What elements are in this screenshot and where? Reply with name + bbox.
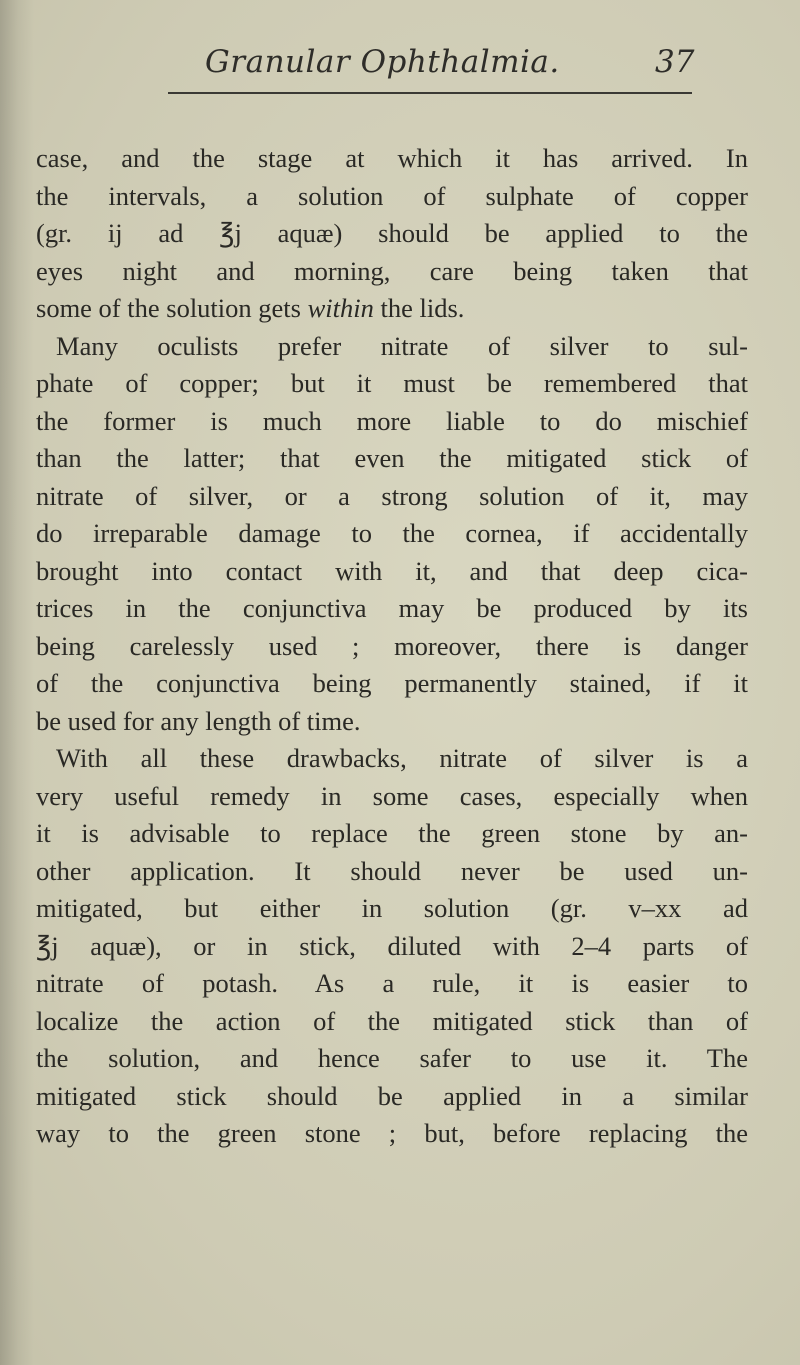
body-text bbox=[36, 140, 748, 1153]
text-line: brought into contact with it, and that deep cica- bbox=[36, 555, 748, 586]
text-line: case, and the stage at which it has arrived. In bbox=[36, 143, 748, 173]
text-line: ℥j aquæ), or in stick, diluted with 2–4 parts of bbox=[36, 930, 748, 961]
text-line: localize the action of the mitigated stick than of bbox=[36, 1005, 748, 1036]
emphasis-text: within bbox=[307, 293, 374, 323]
page-header bbox=[0, 44, 800, 88]
text-line: it is advisable to replace the green stone by an- bbox=[36, 818, 748, 848]
text-line: the intervals, a solution of sulphate of copper bbox=[36, 180, 748, 211]
text-line: way to the green stone ; but, before replacing the bbox=[36, 1118, 748, 1148]
page-number: 37 bbox=[655, 44, 695, 80]
text-line: the solution, and hence safer to use it. The bbox=[36, 1043, 748, 1073]
text-line: being carelessly used ; moreover, there is danger bbox=[36, 630, 748, 661]
text-line: With all these drawbacks, nitrate of silver is a bbox=[56, 743, 748, 773]
text-line: be used for any length of time. bbox=[36, 705, 361, 736]
text-line: phate of copper; but it must be remembered that bbox=[36, 368, 748, 398]
text-line: of the conjunctiva being permanently stained, if it bbox=[36, 668, 748, 698]
text-line: other application. It should never be used un- bbox=[36, 855, 748, 886]
text-line: eyes night and morning, care being taken that bbox=[36, 255, 748, 286]
text-line: than the latter; that even the mitigated stick of bbox=[36, 443, 748, 473]
text-line: nitrate of silver, or a strong solution of it, may bbox=[36, 480, 748, 511]
text-segment: some of the solution gets bbox=[36, 293, 301, 323]
header-rule bbox=[168, 92, 692, 94]
text-line: (gr. ij ad ℥j aquæ) should be applied to the bbox=[36, 218, 748, 248]
text-line: trices in the conjunctiva may be produced by its bbox=[36, 593, 748, 623]
text-segment: the lids. bbox=[380, 293, 465, 323]
text-line: do irreparable damage to the cornea, if accidentally bbox=[36, 518, 748, 548]
text-line: mitigated, but either in solution (gr. v–xx ad bbox=[36, 893, 748, 923]
text-line: very useful remedy in some cases, especially when bbox=[36, 780, 748, 811]
text-line: mitigated stick should be applied in a similar bbox=[36, 1080, 748, 1111]
text-line: the former is much more liable to do mischief bbox=[36, 405, 748, 436]
text-line bbox=[36, 290, 748, 328]
text-line: Many oculists prefer nitrate of silver to sul- bbox=[56, 330, 748, 361]
running-title: Granular Ophthalmia. bbox=[205, 44, 560, 80]
text-line: nitrate of potash. As a rule, it is easier to bbox=[36, 968, 748, 998]
